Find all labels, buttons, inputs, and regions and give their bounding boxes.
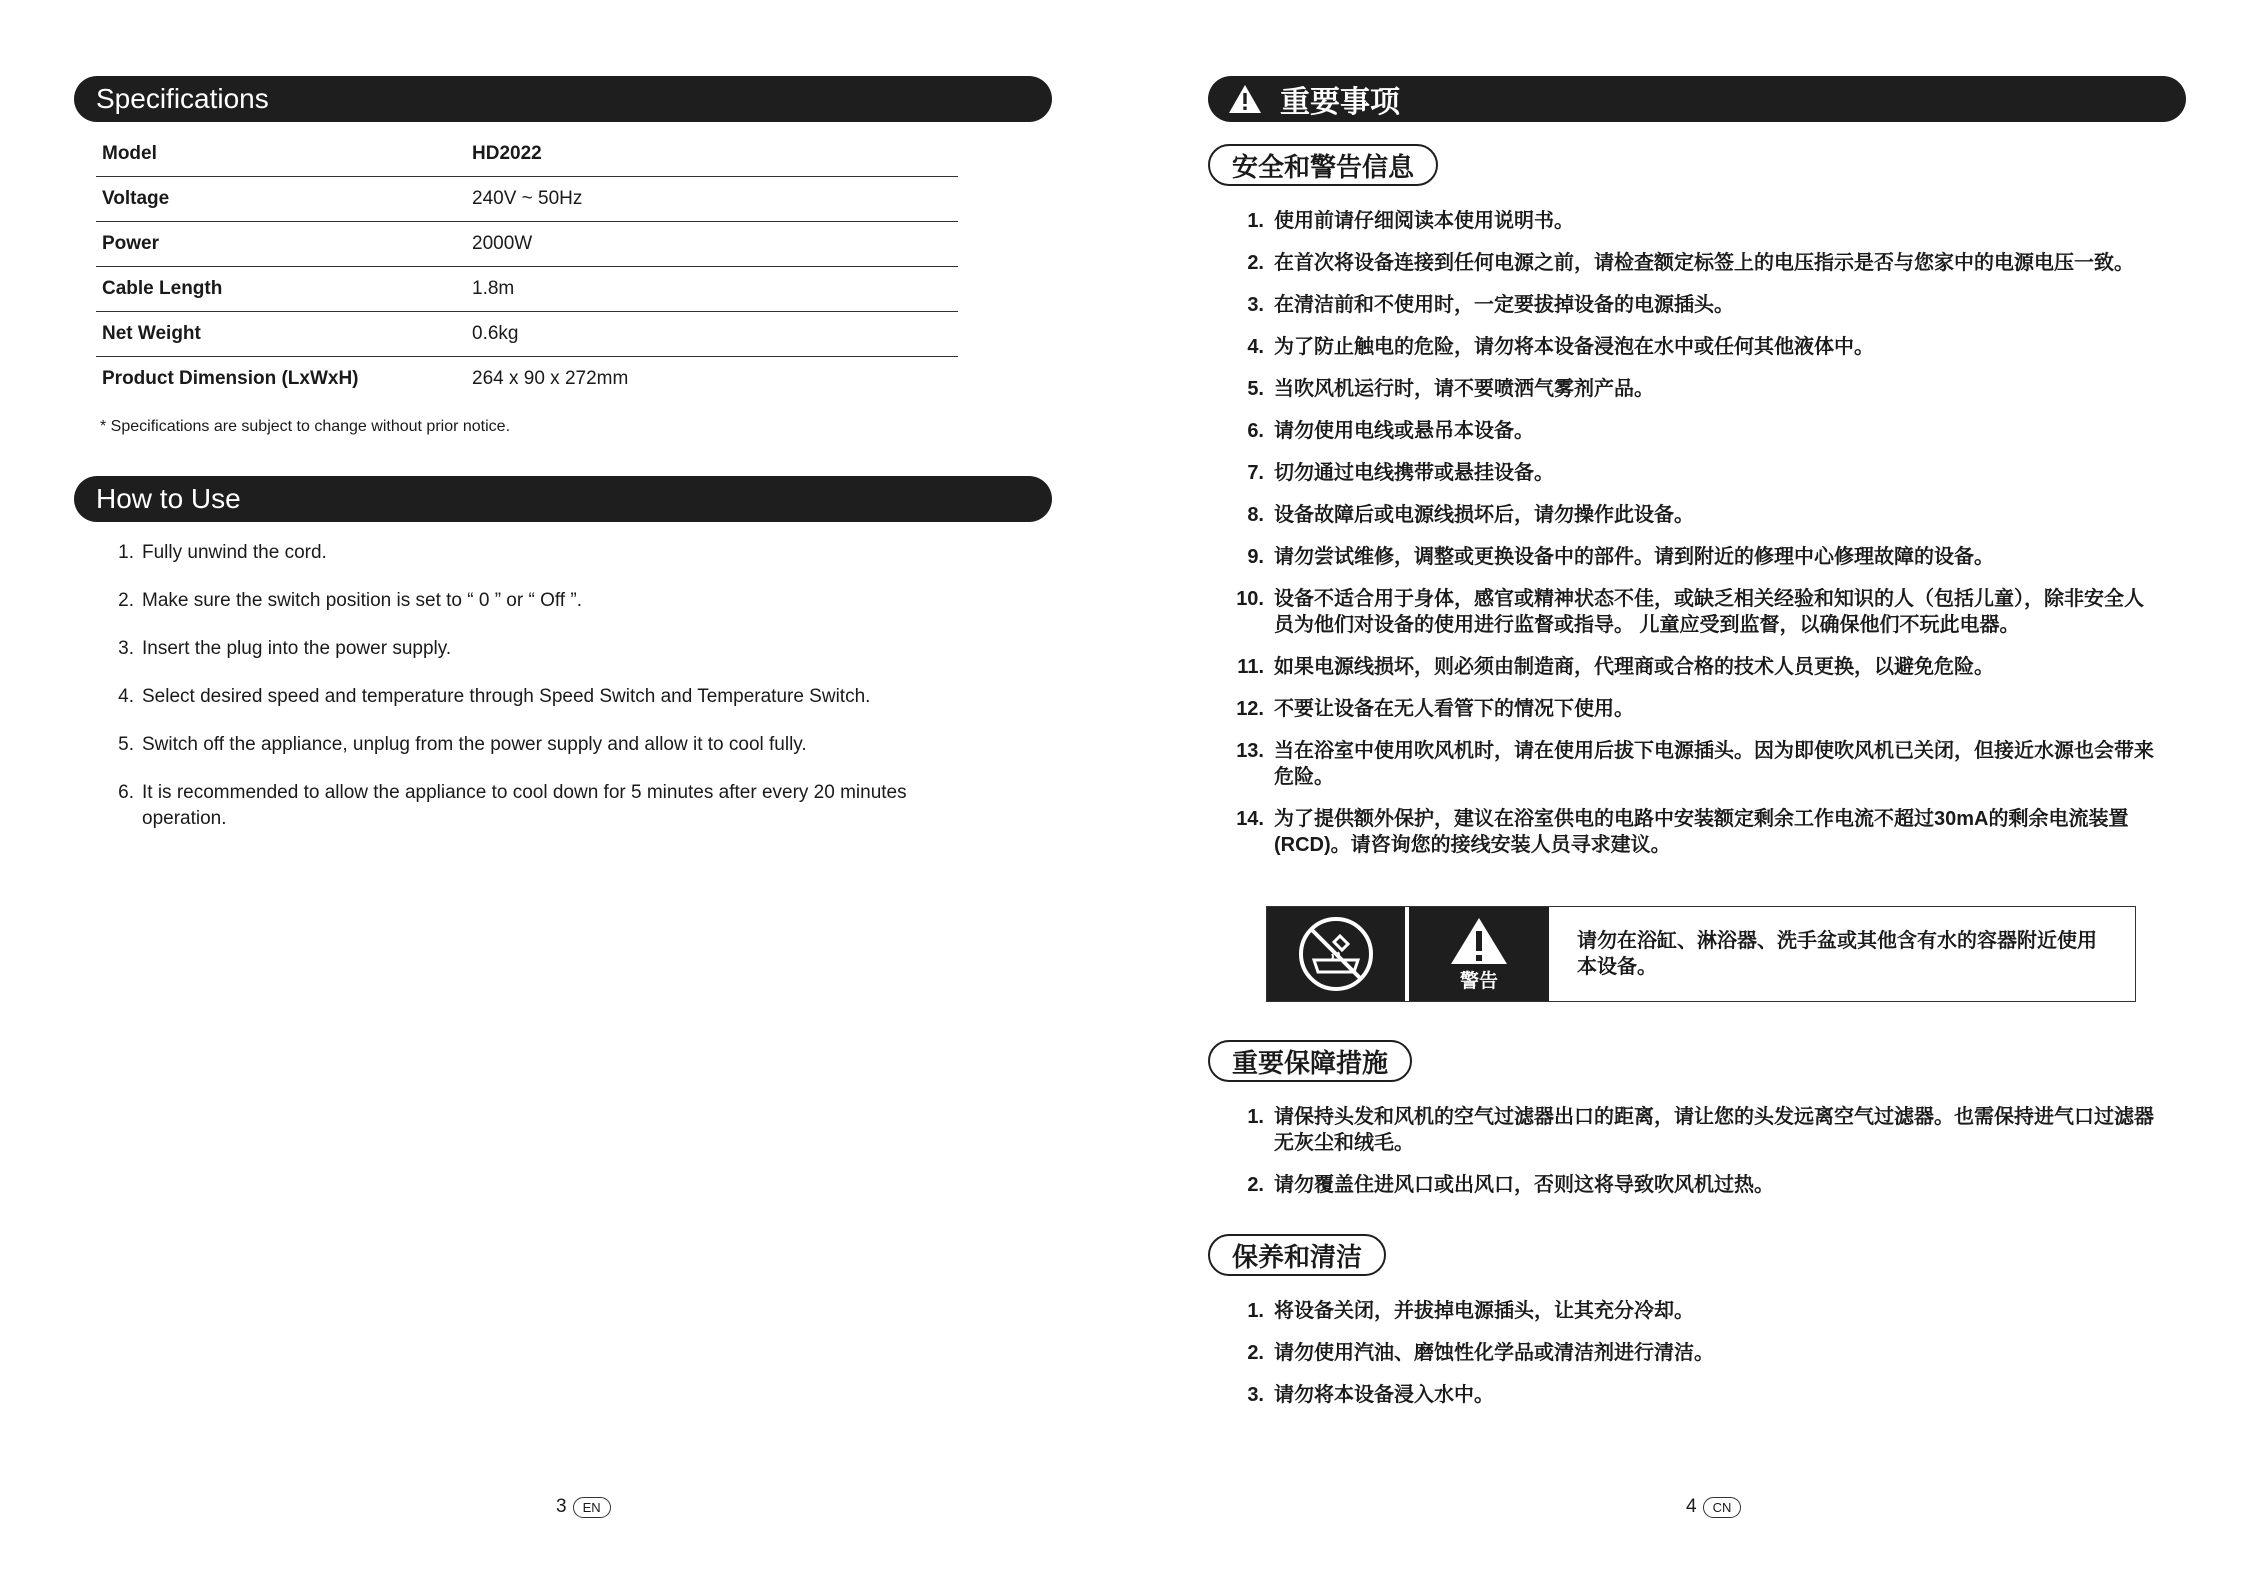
list-item	[1218, 544, 2158, 570]
item-text: Select desired speed and temperature through Speed Switch and Temperature Switch.	[142, 686, 871, 707]
item-text: Make sure the switch position is set to “ 0 ” or “ Off ”.	[142, 590, 582, 611]
item-number: 10.	[1236, 588, 1264, 610]
item-number: 2.	[118, 590, 134, 611]
warning-box	[1266, 906, 2136, 1002]
item-number: 2.	[1247, 1174, 1264, 1196]
safety-list	[1218, 208, 2158, 874]
item-text: 当在浴室中使用吹风机时，请在使用后拔下电源插头。因为即使吹风机已关闭，但接近水源也会带来危险。	[1274, 740, 2154, 788]
list-item	[96, 636, 976, 662]
item-text: Switch off the appliance, unplug from the power supply and allow it to cool fully.	[142, 734, 807, 755]
spec-value: 2000W	[472, 233, 533, 254]
list-item	[1218, 1382, 2158, 1408]
item-text: 请勿尝试维修，调整或更换设备中的部件。请到附近的修理中心修理故障的设备。	[1274, 546, 1994, 568]
item-number: 3.	[1247, 1384, 1264, 1406]
spec-label: Voltage	[102, 188, 170, 209]
how-to-use-header	[74, 476, 1052, 522]
item-number: 14.	[1236, 808, 1264, 830]
no-water-icon-cell	[1267, 907, 1405, 1001]
list-item	[1218, 1298, 2158, 1324]
spec-label: Power	[102, 233, 160, 254]
item-text: 不要让设备在无人看管下的情况下使用。	[1274, 698, 1634, 720]
list-item	[1218, 418, 2158, 444]
important-header	[1208, 76, 2186, 122]
item-text: 如果电源线损坏，则必须由制造商，代理商或合格的技术人员更换，以避免危险。	[1274, 656, 1994, 678]
item-number: 4.	[1247, 336, 1264, 358]
item-text: 设备不适合用于身体，感官或精神状态不佳，或缺乏相关经验和知识的人（包括儿童），除非安全人员为他们对设备的使用进行监督或指导。 儿童应受到监督，以确保他们不玩此电器。	[1274, 588, 2144, 636]
spec-label: Model	[102, 143, 157, 164]
list-item	[1218, 1340, 2158, 1366]
list-item	[96, 588, 976, 614]
item-text: 请勿使用电线或悬吊本设备。	[1274, 420, 1534, 442]
spec-label: Net Weight	[102, 323, 201, 344]
list-item	[1218, 586, 2158, 638]
table-row	[96, 312, 958, 357]
list-item	[1218, 696, 2158, 722]
item-number: 12.	[1236, 698, 1264, 720]
item-text: Insert the plug into the power supply.	[142, 638, 452, 659]
table-row	[96, 267, 958, 312]
list-item	[1218, 292, 2158, 318]
specifications-header	[74, 76, 1052, 122]
item-number: 6.	[1247, 420, 1264, 442]
table-row	[96, 132, 958, 177]
spec-label: Product Dimension (LxWxH)	[102, 368, 359, 389]
item-text: 请保持头发和风机的空气过滤器出口的距离，请让您的头发远离空气过滤器。也需保持进气口过滤器无灰尘和绒毛。	[1274, 1106, 2154, 1154]
warning-triangle-icon	[1449, 916, 1509, 966]
item-number: 3.	[1247, 294, 1264, 316]
list-item	[96, 780, 976, 832]
item-text: 请勿使用汽油、磨蚀性化学品或清洁剂进行清洁。	[1274, 1342, 1714, 1364]
list-item	[1218, 250, 2158, 276]
protection-list	[1218, 1104, 2158, 1214]
item-number: 1.	[1247, 1300, 1264, 1322]
item-number: 5.	[1247, 378, 1264, 400]
spec-label: Cable Length	[102, 278, 223, 299]
item-text: 将设备关闭，并拔掉电源插头，让其充分冷却。	[1274, 1300, 1694, 1322]
warning-text: 请勿在浴缸、淋浴器、洗手盆或其他含有水的容器附近使用本设备。	[1577, 930, 2097, 978]
protection-heading	[1208, 1040, 1412, 1082]
item-number: 1.	[118, 542, 134, 563]
item-text: Fully unwind the cord.	[142, 542, 327, 563]
list-item	[1218, 1104, 2158, 1156]
care-list	[1218, 1298, 2158, 1424]
safety-title: 安全和警告信息	[1232, 151, 1415, 182]
list-item	[1218, 502, 2158, 528]
item-number: 1.	[1247, 1106, 1264, 1128]
how-to-use-list	[96, 540, 976, 854]
item-number: 8.	[1247, 504, 1264, 526]
warning-triangle-icon	[1228, 84, 1262, 114]
item-number: 1.	[1247, 210, 1264, 232]
item-text: 请勿覆盖住进风口或出风口，否则这将导致吹风机过热。	[1274, 1174, 1774, 1196]
list-item	[1218, 208, 2158, 234]
list-item	[1218, 806, 2158, 858]
item-number: 7.	[1247, 462, 1264, 484]
specifications-table	[96, 132, 958, 401]
item-text: 设备故障后或电源线损坏后，请勿操作此设备。	[1274, 504, 1694, 526]
page-left	[0, 0, 1122, 1587]
warning-label-cell	[1409, 907, 1549, 1001]
page-footer-right	[1686, 1496, 1741, 1518]
item-text: 在清洁前和不使用时，一定要拔掉设备的电源插头。	[1274, 294, 1734, 316]
safety-heading	[1208, 144, 1438, 186]
care-title: 保养和清洁	[1232, 1241, 1363, 1272]
item-text: 请勿将本设备浸入水中。	[1274, 1384, 1494, 1406]
list-item	[1218, 460, 2158, 486]
item-number: 2.	[1247, 1342, 1264, 1364]
spec-value: 264 x 90 x 272mm	[472, 368, 629, 389]
spec-value: HD2022	[472, 143, 542, 164]
item-number: 3.	[118, 638, 134, 659]
spec-value: 240V ~ 50Hz	[472, 188, 583, 209]
language-badge: EN	[573, 1497, 611, 1518]
table-row	[96, 222, 958, 267]
no-water-icon	[1296, 914, 1376, 994]
item-text: 当吹风机运行时，请不要喷洒气雾剂产品。	[1274, 378, 1654, 400]
item-number: 13.	[1236, 740, 1264, 762]
list-item	[1218, 738, 2158, 790]
table-row	[96, 177, 958, 222]
list-item	[96, 684, 976, 710]
item-number: 6.	[118, 782, 134, 803]
page-right	[1122, 0, 2245, 1587]
item-number: 5.	[118, 734, 134, 755]
page-footer-left	[556, 1496, 611, 1518]
item-number: 11.	[1237, 656, 1264, 678]
list-item	[96, 540, 976, 566]
item-text: It is recommended to allow the appliance to cool down for 5 minutes after every 20 minutes operation.	[142, 782, 907, 829]
item-text: 为了防止触电的危险，请勿将本设备浸泡在水中或任何其他液体中。	[1274, 336, 1874, 358]
item-text: 在首次将设备连接到任何电源之前，请检查额定标签上的电压指示是否与您家中的电源电压一致。	[1274, 252, 2134, 274]
warning-label: 警告	[1459, 970, 1498, 992]
spec-value: 1.8m	[472, 278, 515, 299]
care-heading	[1208, 1234, 1386, 1276]
page-number: 3	[556, 1496, 567, 1517]
list-item	[1218, 1172, 2158, 1198]
spec-value: 0.6kg	[472, 323, 519, 344]
list-item	[96, 732, 976, 758]
protection-title: 重要保障措施	[1232, 1047, 1389, 1078]
page-number: 4	[1686, 1496, 1697, 1517]
how-to-use-title: How to Use	[96, 483, 241, 514]
item-number: 2.	[1247, 252, 1264, 274]
important-title: 重要事项	[1280, 86, 1400, 119]
language-badge: CN	[1703, 1497, 1742, 1518]
item-number: 9.	[1247, 546, 1264, 568]
specifications-title: Specifications	[96, 83, 269, 114]
list-item	[1218, 334, 2158, 360]
item-number: 4.	[118, 686, 134, 707]
list-item	[1218, 654, 2158, 680]
item-text: 切勿通过电线携带或悬挂设备。	[1274, 462, 1554, 484]
item-text: 为了提供额外保护，建议在浴室供电的电路中安装额定剩余工作电流不超过30mA的剩余电流装置 (RCD)。请咨询您的接线安装人员寻求建议。	[1274, 808, 2129, 856]
item-text: 使用前请仔细阅读本使用说明书。	[1274, 210, 1574, 232]
specifications-note: * Specifications are subject to change without prior notice.	[100, 418, 511, 435]
list-item	[1218, 376, 2158, 402]
table-row	[96, 357, 958, 402]
